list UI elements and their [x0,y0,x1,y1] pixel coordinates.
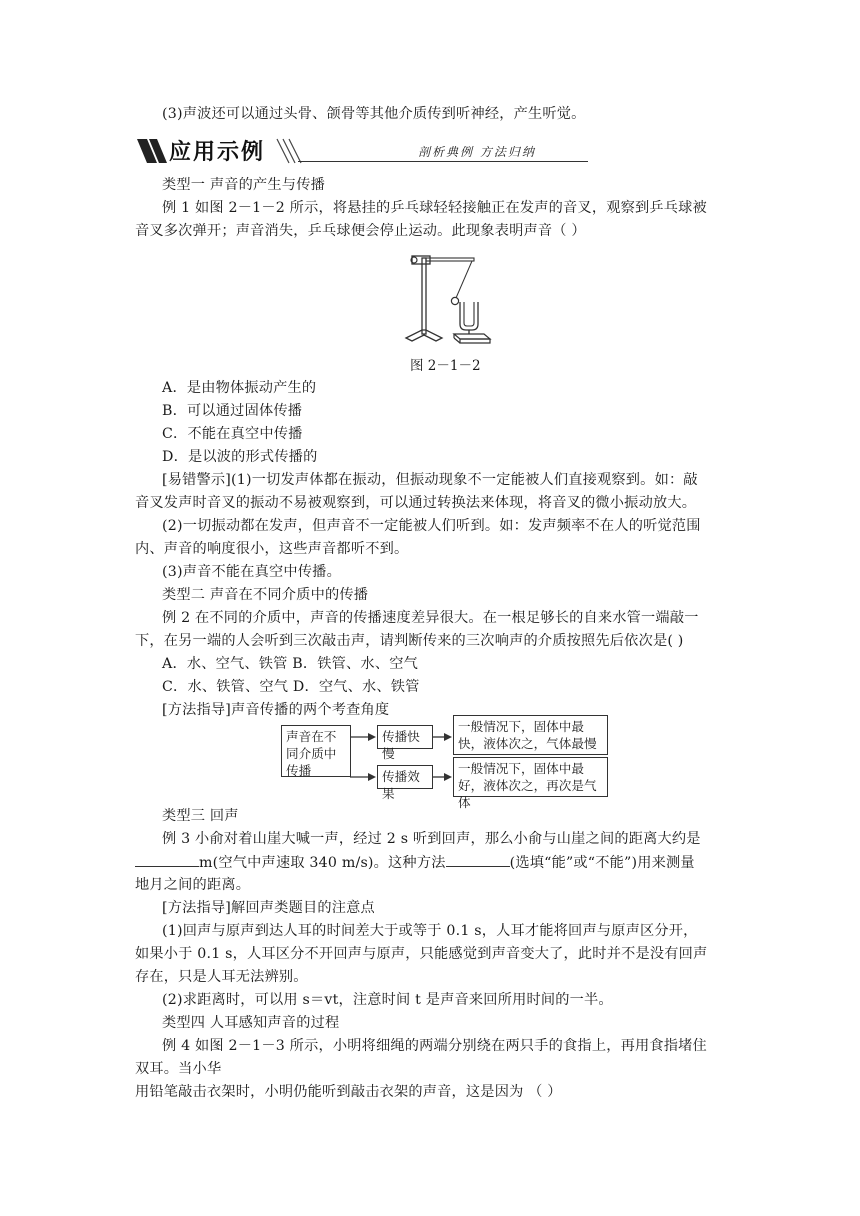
banner-underline [298,161,588,162]
banner-slash-icon [273,133,303,169]
text-line: 用铅笔敲击衣架时，小明仍能听到敲击衣架的声音，这是因为 （ ） [135,1084,562,1100]
tuning-fork-figure [402,250,494,346]
text-line: 如果小于 0.1 s，人耳区分不开回声与原声，只能感觉到声音变大了，此时并不是没有回声 [135,946,708,962]
text-line: (3)声波还可以通过头骨、颌骨等其他介质传到听神经，产生听觉。 [162,106,586,122]
text-line: [方法指导]声音传播的两个考查角度 [162,702,390,718]
text-line: 双耳。当小华 [135,1061,222,1077]
section-heading: 类型三 回声 [162,808,239,824]
text-line: (2)求距离时，可以用 s＝vt，注意时间 t 是声音来回所用时间的一半。 [162,992,613,1008]
section-heading: 类型四 人耳感知声音的过程 [162,1015,340,1031]
answer-blank[interactable] [446,852,510,867]
text-span: (选填“能”或“不能”)用来测量 [509,855,695,871]
text-line: (2)一切振动都在发声，但声音不一定能被人们听到。如：发声频率不在人的听觉范围 [162,518,701,534]
flowchart-branch-effect: 传播效果 [377,765,433,789]
option-c: C．不能在真空中传播 [162,426,303,442]
text-line: [易错警示](1)一切发声体都在振动，但振动现象不一定能被人们直接观察到。如：敲 [162,472,698,488]
text-line: 例 4 如图 2－1－3 所示，小明将细绳的两端分别绕在两只手的食指上，再用食指堵住 [162,1038,707,1054]
text-line: 下，在另一端的人会听到三次敲击声，请判断传来的三次响声的介质按照先后依次是( ) [135,633,684,649]
flowchart-detail-effect: 一般情况下，固体中最好，液体次之，再次是气体 [453,757,608,797]
figure-caption: 图 2－1－2 [410,358,481,374]
text-line: (3)声音不能在真空中传播。 [162,564,341,580]
section-banner [133,133,595,169]
flowchart-root: 声音在不同介质中传播 [281,725,351,777]
banner-subtitle: 剖析典例 方法归纳 [418,145,536,159]
text-line: 音叉多次弹开；声音消失，乒乓球便会停止运动。此现象表明声音（ ） [135,223,586,239]
text-line: 例 3 小俞对着山崖大喊一声，经过 2 s 听到回声，那么小俞与山崖之间的距离大约是 [162,831,701,847]
option-b: B．可以通过固体传播 [162,403,303,419]
banner-title: 应用示例 [169,140,266,165]
text-line: 音叉发声时音叉的振动不易被观察到，可以通过转换法来体现，将音叉的微小振动放大。 [135,495,697,511]
option-a: A．是由物体振动产生的 [162,380,317,396]
options-ab: A．水、空气、铁管 B．铁管、水、空气 [162,656,418,672]
text-line: 例 1 如图 2－1－2 所示，将悬挂的乒乓球轻轻接触正在发声的音叉，观察到乒乓球被 [162,200,707,216]
text-line: 存在，只是人耳无法辨别。 [135,969,308,985]
text-span: m(空气中声速取 340 m/s)。这种方法 [199,855,446,871]
answer-blank[interactable] [135,852,199,867]
banner-stripe-icon [133,133,173,169]
options-cd: C．水、铁管、空气 D．空气、水、铁管 [162,679,420,695]
text-line [135,852,695,873]
section-heading: 类型一 声音的产生与传播 [162,177,325,193]
text-line: (1)回声与原声到达人耳的时间差大于或等于 0.1 s，人耳才能将回声与原声区分开， [162,923,698,939]
text-line: 地月之间的距离。 [135,877,251,893]
flowchart-detail-speed: 一般情况下，固体中最快，液体次之，气体最慢 [453,715,608,755]
text-line: 例 2 在不同的介质中，声音的传播速度差异很大。在一根足够长的自来水管一端敲一 [162,610,699,626]
option-d: D．是以波的形式传播的 [162,449,318,465]
text-line: 内、声音的响度很小，这些声音都听不到。 [135,541,409,557]
section-heading: 类型二 声音在不同介质中的传播 [162,587,369,603]
text-line: [方法指导]解回声类题目的注意点 [162,900,375,916]
flowchart-branch-speed: 传播快慢 [377,725,433,749]
